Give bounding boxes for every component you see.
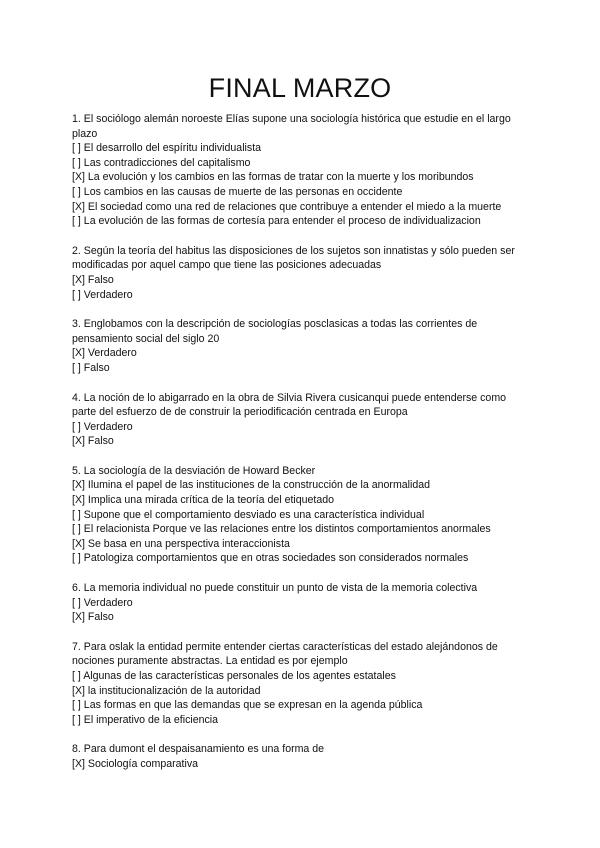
question-block	[72, 244, 528, 302]
answer-options	[72, 669, 528, 727]
checked-mark: [X]	[72, 479, 85, 492]
answer-option	[72, 551, 528, 566]
unchecked-mark: [ ]	[72, 713, 81, 726]
unchecked-mark: [ ]	[72, 508, 81, 521]
option-label: Ilumina el papel de las instituciones de la construcción de la anormalidad	[87, 479, 431, 492]
option-label: Verdadero	[83, 288, 133, 301]
unchecked-mark: [ ]	[72, 215, 81, 228]
answer-option	[72, 757, 528, 772]
answer-option	[72, 596, 528, 611]
checked-mark: [X]	[72, 611, 85, 624]
answer-option	[72, 522, 528, 537]
option-label: El sociedad como una red de relaciones que contribuye a entender el miedo a la muerte	[87, 200, 502, 213]
question-text: 8. Para dumont el despaisanamiento es una forma de	[72, 743, 325, 756]
answer-option	[72, 214, 528, 229]
option-label: Supone que el comportamiento desviado es una característica individual	[83, 508, 425, 521]
answer-option	[72, 478, 528, 493]
option-label: Verdadero	[83, 596, 133, 609]
unchecked-mark: [ ]	[72, 185, 81, 198]
unchecked-mark: [ ]	[72, 670, 81, 682]
answer-option	[72, 156, 528, 171]
unchecked-mark: [ ]	[72, 552, 81, 565]
question-text: 5. La sociología de la desviación de Howard Becker	[72, 464, 316, 477]
question-block	[72, 640, 528, 728]
option-label: El desarrollo del espíritu individualista	[83, 142, 262, 155]
option-label: Se basa en una perspectiva interaccionista	[87, 537, 290, 550]
question-text: 2. Según la teoría del habitus las disposiciones de los sujetos son innatistas y sólo pueden ser modificadas por aquel campo que tiene las posiciones adecuadas	[72, 244, 515, 272]
answer-option	[72, 669, 528, 684]
answer-option	[72, 185, 528, 200]
unchecked-mark: [ ]	[72, 523, 81, 536]
option-label: Falso	[87, 611, 114, 624]
option-label: Sociología comparativa	[87, 757, 199, 770]
unchecked-mark: [ ]	[72, 361, 81, 374]
unchecked-mark: [ ]	[72, 420, 81, 433]
answer-options	[72, 478, 528, 566]
answer-option	[72, 273, 528, 288]
answer-option	[72, 537, 528, 552]
checked-mark: [X]	[72, 435, 85, 448]
option-label: la institucionalización de la autoridad	[87, 684, 261, 697]
checked-mark: [X]	[72, 537, 85, 550]
answer-options	[72, 757, 528, 772]
answer-option	[72, 493, 528, 508]
option-label: Verdadero	[87, 347, 137, 360]
question-block	[72, 317, 528, 375]
checked-mark: [X]	[72, 494, 85, 507]
option-label: Las contradicciones del capitalismo	[83, 156, 251, 169]
option-label: Verdadero	[83, 420, 133, 433]
unchecked-mark: [ ]	[72, 142, 81, 155]
answer-option	[72, 288, 528, 303]
checked-mark: [X]	[72, 347, 85, 360]
checked-mark: [X]	[72, 200, 85, 213]
answer-options	[72, 346, 528, 375]
answer-option	[72, 698, 528, 713]
checked-mark: [X]	[72, 273, 85, 286]
answer-options	[72, 141, 528, 229]
question-block	[72, 391, 528, 449]
question-block	[72, 112, 528, 229]
option-label: El imperativo de la eficiencia	[83, 713, 219, 726]
question-block	[72, 581, 528, 625]
unchecked-mark: [ ]	[72, 596, 81, 609]
answer-option	[72, 170, 528, 185]
question-text: 7. Para oslak la entidad permite entender ciertas características del estado alejándonos de nociones puramente abstractas. La entidad es por ejemplo	[72, 640, 498, 668]
question-text: 3. Englobamos con la descripción de sociologías posclasicas a todas las corrientes de pensamiento social del siglo 20	[72, 318, 478, 345]
answer-options	[72, 273, 528, 302]
checked-mark: [X]	[72, 684, 85, 697]
answer-option	[72, 610, 528, 625]
answer-option	[72, 713, 528, 728]
unchecked-mark: [ ]	[72, 288, 81, 301]
option-label: Falso	[87, 435, 114, 448]
answer-option	[72, 508, 528, 523]
answer-options	[72, 596, 528, 625]
answer-option	[72, 434, 528, 449]
question-text: 1. El sociólogo alemán noroeste Elías supone una sociología histórica que estudie en el largo plazo	[72, 113, 511, 140]
question-block	[72, 742, 528, 771]
option-label: Patologiza comportamientos que en otras sociedades son considerados normales	[83, 552, 469, 565]
page-title: FINAL MARZO	[208, 73, 392, 103]
answer-option	[72, 420, 528, 435]
option-label: Algunas de las características personales de los agentes estatales	[83, 670, 396, 682]
answer-option	[72, 141, 528, 156]
answer-option	[72, 361, 528, 376]
option-label: Falso	[83, 361, 110, 374]
checked-mark: [X]	[72, 171, 85, 184]
option-label: Las formas en que las demandas que se expresan en la agenda pública	[83, 699, 423, 712]
question-list	[72, 112, 528, 772]
unchecked-mark: [ ]	[72, 699, 81, 712]
option-label: Falso	[87, 273, 114, 286]
option-label: La evolución de las formas de cortesía para entender el proceso de individualizacion	[83, 215, 481, 228]
answer-options	[72, 420, 528, 449]
question-block	[72, 464, 528, 566]
question-text: 6. La memoria individual no puede constituir un punto de vista de la memoria colectiva	[72, 582, 478, 595]
option-label: El relacionista Porque ve las relaciones entre los distintos comportamientos anormales	[83, 523, 491, 536]
question-text: 4. La noción de lo abigarrado en la obra de Silvia Rivera cusicanqui puede entenderse como parte del esfuerzo de de construir la periodificación centrada en Europa	[72, 391, 507, 419]
option-label: Los cambios en las causas de muerte de las personas en occidente	[83, 185, 403, 198]
option-label: Implica una mirada crítica de la teoría del etiquetado	[87, 494, 335, 507]
checked-mark: [X]	[72, 757, 85, 770]
unchecked-mark: [ ]	[72, 156, 81, 169]
answer-option	[72, 346, 528, 361]
answer-option	[72, 200, 528, 215]
answer-option	[72, 684, 528, 699]
option-label: La evolución y los cambios en las formas de tratar con la muerte y los moribundos	[87, 171, 474, 184]
